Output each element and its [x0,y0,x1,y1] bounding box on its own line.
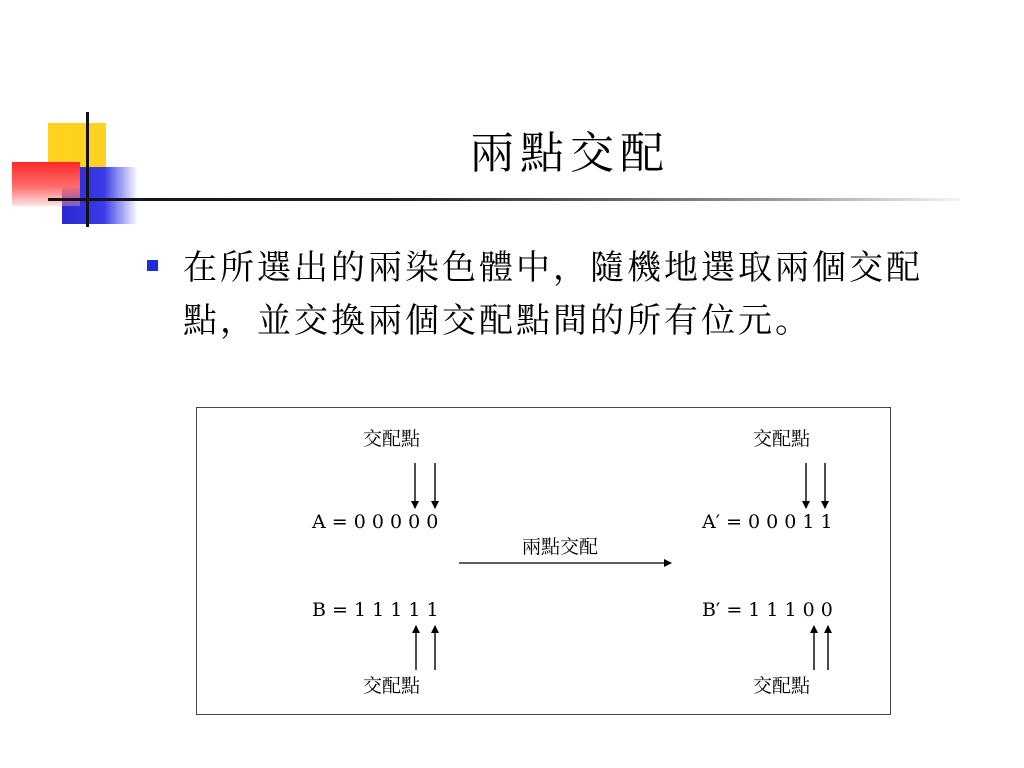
parent-b-string: B = 1 1 1 1 1 [312,599,439,621]
operation-label: 兩點交配 [522,536,599,558]
bullet-text: 在所選出的兩染色體中，隨機地選取兩個交配點，並交換兩個交配點間的所有位元。 [183,248,923,341]
crossover-point-label-top-left: 交配點 [363,428,421,450]
slide-title: 兩點交配 [470,128,670,179]
parent-a-string: A = 0 0 0 0 0 [312,511,439,533]
square-bullet-icon [147,260,158,271]
crossover-figure [196,407,891,715]
logo-vertical-line [86,112,89,227]
crossover-arrows [197,408,890,714]
crossover-point-label-bottom-left: 交配點 [363,675,421,697]
crossover-point-label-top-right: 交配點 [753,428,811,450]
title-underline [48,198,960,201]
offspring-a-string: A′ = 0 0 0 1 1 [702,511,833,533]
offspring-b-string: B′ = 1 1 1 0 0 [702,599,833,621]
crossover-point-label-bottom-right: 交配點 [753,675,811,697]
